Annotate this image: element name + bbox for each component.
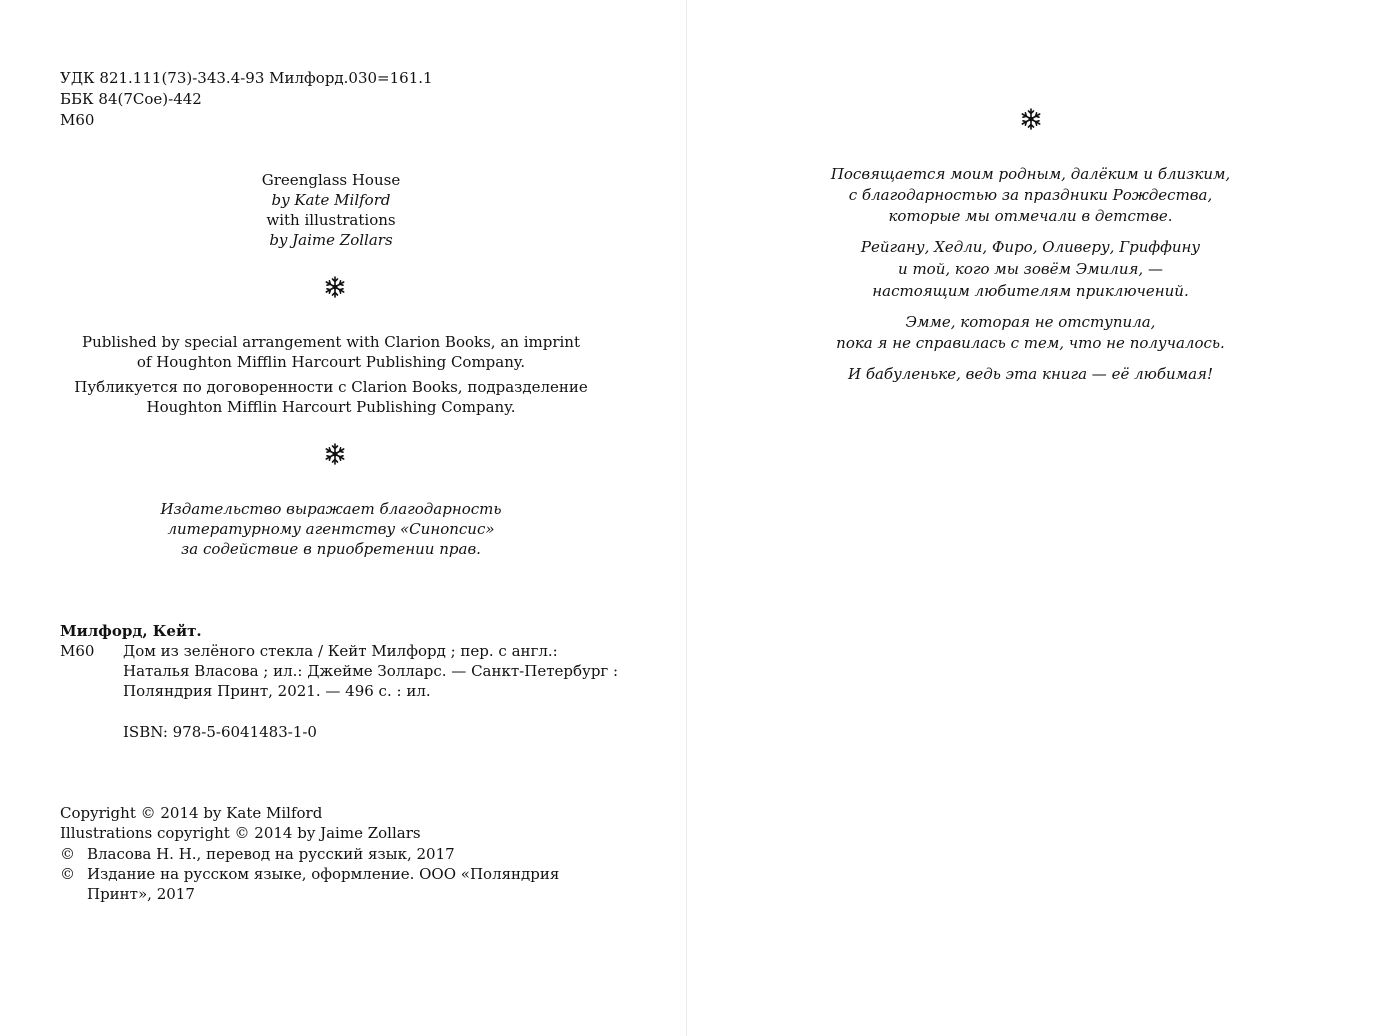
publication-note-en-line1: Published by special arrangement with Clarion Books, an imprint bbox=[81, 333, 580, 351]
dedication-line5: и той, кого мы зовём Эмилия, — bbox=[898, 260, 1163, 278]
copyright-line2: Illustrations copyright © 2014 by Jaime Zollars bbox=[60, 824, 421, 842]
publication-note-en-line2: of Houghton Mifflin Harcourt Publishing Company. bbox=[136, 353, 526, 371]
dedication-line3: которые мы отмечали в детстве. bbox=[888, 207, 1173, 225]
illustrations-note: with illustrations bbox=[266, 211, 396, 229]
copyright-line3: Власова Н. Н., перевод на русский язык, 2017 bbox=[87, 845, 455, 863]
catalog-author: Милфорд, Кейт. bbox=[60, 622, 202, 640]
snowflake-icon bbox=[1020, 108, 1042, 130]
catalog-code: М60 bbox=[60, 642, 95, 660]
right-page bbox=[687, 0, 1374, 1036]
dedication-line8: пока я не справилась с тем, что не получалось. bbox=[836, 334, 1225, 352]
acknowledgement-line1: Издательство выражает благодарность bbox=[160, 500, 502, 518]
snowflake-icon bbox=[324, 443, 346, 465]
copyright-symbol: © bbox=[60, 865, 75, 883]
copyright-symbol: © bbox=[60, 845, 75, 863]
author-mark: М60 bbox=[60, 111, 95, 129]
catalog-description-line1: Дом из зелёного стекла / Кейт Милфорд ; пер. с англ.: bbox=[123, 642, 558, 660]
acknowledgement-line2: литературному агентству «Синопсис» bbox=[167, 520, 495, 538]
dedication-line9: И бабуленьке, ведь эта книга — её любимая! bbox=[847, 365, 1214, 383]
catalog-description-line3: Поляндрия Принт, 2021. — 496 с. : ил. bbox=[123, 682, 431, 700]
publication-note-ru-line1: Публикуется по договоренности с Clarion Books, подразделение bbox=[74, 378, 588, 396]
left-page bbox=[0, 0, 686, 1036]
dedication-line4: Рейгану, Хедли, Фиро, Оливеру, Гриффину bbox=[860, 238, 1201, 256]
copyright-line4: Издание на русском языке, оформление. ООО «Поляндрия bbox=[87, 865, 560, 883]
original-author: by Kate Milford bbox=[271, 191, 391, 209]
dedication-line7: Эмме, которая не отступила, bbox=[905, 313, 1156, 331]
catalog-description-line2: Наталья Власова ; ил.: Джейме Золларс. — Санкт-Петербург : bbox=[123, 662, 619, 680]
publication-note-ru-line2: Houghton Mifflin Harcourt Publishing Company. bbox=[146, 398, 516, 416]
copyright-line1: Copyright © 2014 by Kate Milford bbox=[60, 804, 323, 822]
snowflake-icon bbox=[324, 276, 346, 298]
dedication-line2: с благодарностью за праздники Рождества, bbox=[848, 186, 1213, 204]
acknowledgement-line3: за содействие в приобретении прав. bbox=[181, 540, 481, 558]
udk-line: УДК 821.111(73)-343.4-93 Милфорд.030=161.1 bbox=[60, 69, 433, 87]
bbk-line: ББК 84(7Сое)-442 bbox=[60, 90, 202, 108]
copyright-line4-cont: Принт», 2017 bbox=[87, 885, 195, 903]
original-title: Greenglass House bbox=[261, 171, 401, 189]
dedication-line1: Посвящается моим родным, далёким и близким, bbox=[830, 165, 1231, 183]
illustrator: by Jaime Zollars bbox=[269, 231, 393, 249]
dedication-line6: настоящим любителям приключений. bbox=[872, 282, 1189, 300]
isbn: ISBN: 978-5-6041483-1-0 bbox=[123, 723, 317, 741]
